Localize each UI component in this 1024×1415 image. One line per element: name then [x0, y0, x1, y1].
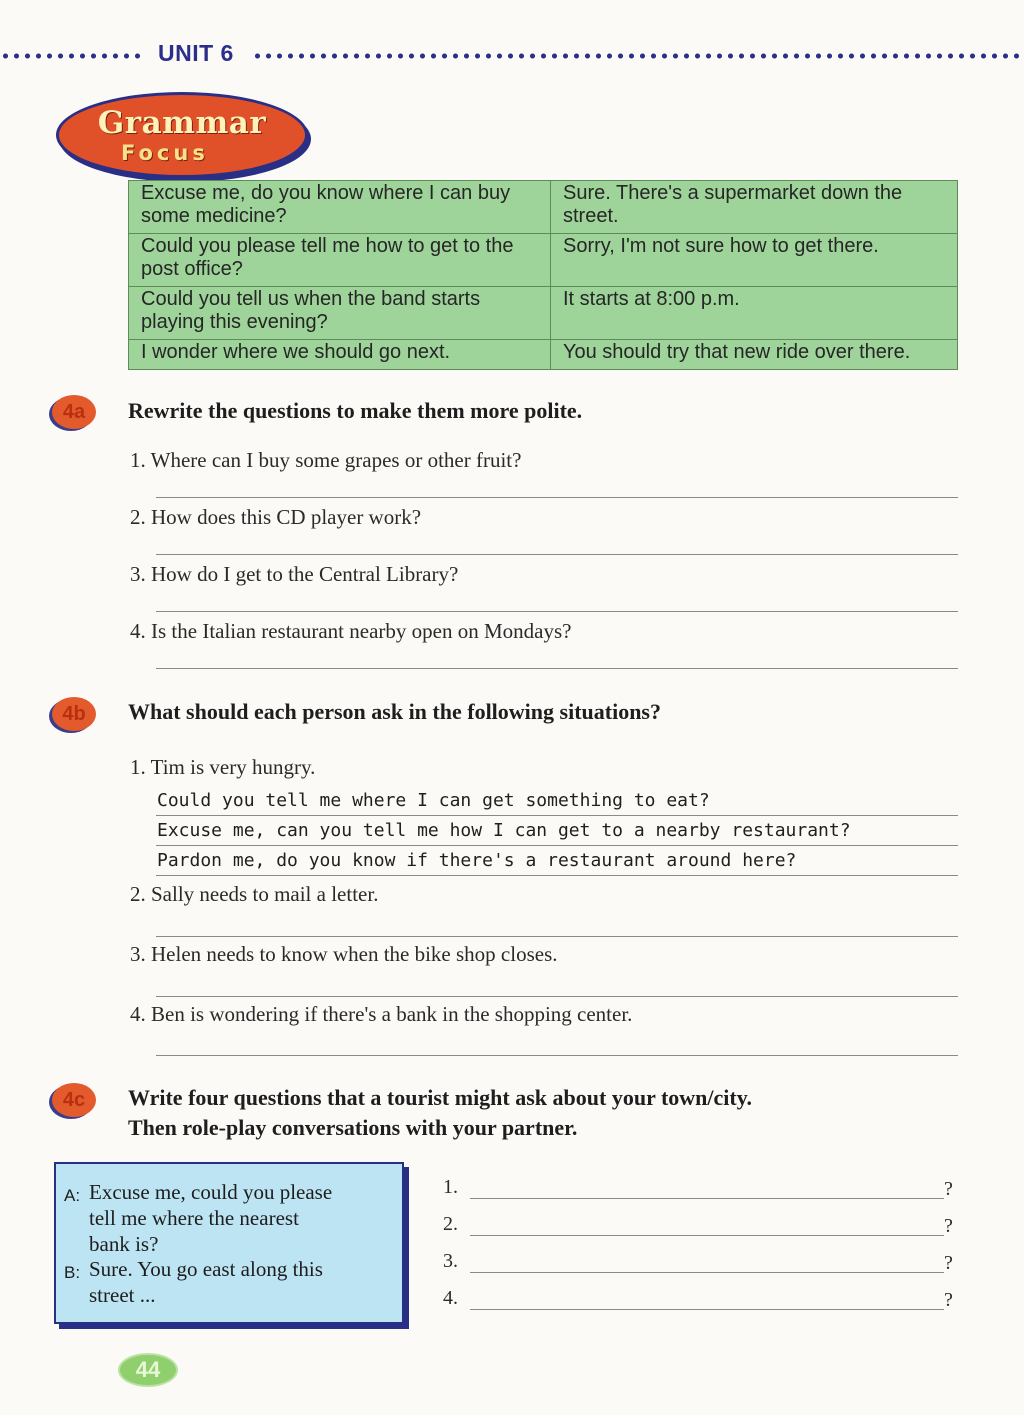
list-item: 3. Helen needs to know when the bike shop closes.: [130, 942, 558, 966]
blank-number: 3.: [443, 1250, 458, 1272]
table-cell: It starts at 8:00 p.m.: [551, 287, 958, 340]
dialogue-box: [54, 1162, 404, 1324]
answer-line[interactable]: [156, 668, 958, 669]
table-cell: Excuse me, do you know where I can buy some medicine?: [129, 181, 551, 234]
table-row: [129, 287, 958, 340]
header-dots-right: [252, 52, 1024, 60]
table-row: [129, 234, 958, 287]
question-blank[interactable]: [470, 1235, 944, 1236]
question-mark: ?: [944, 1178, 953, 1200]
answer-line[interactable]: [156, 845, 958, 846]
answer-line[interactable]: [156, 1055, 958, 1056]
answer-line[interactable]: [156, 611, 958, 612]
blank-number: 1.: [443, 1176, 458, 1198]
speaker-a-label: A:: [64, 1186, 81, 1205]
question-blank[interactable]: [470, 1272, 944, 1273]
speaker-b-label: B:: [64, 1263, 81, 1282]
list-item: 2. How does this CD player work?: [130, 505, 422, 529]
table-row: [129, 181, 958, 234]
section-heading-4a: Rewrite the questions to make them more polite.: [128, 398, 583, 423]
unit-label: UNIT 6: [158, 40, 234, 66]
answer-line[interactable]: [156, 497, 958, 498]
list-item: 4. Is the Italian restaurant nearby open on Mondays?: [130, 619, 572, 643]
question-mark: ?: [944, 1289, 953, 1311]
question-blank[interactable]: [470, 1198, 944, 1199]
list-item: 1. Where can I buy some grapes or other fruit?: [130, 448, 522, 472]
answer-line[interactable]: [156, 996, 958, 997]
header-dots-left: [0, 52, 140, 60]
badge-title: Grammar: [97, 105, 267, 141]
answer-line[interactable]: [156, 936, 958, 937]
blank-number: 4.: [443, 1287, 458, 1309]
sample-answer: Pardon me, do you know if there's a restaurant around here?: [157, 850, 797, 871]
table-cell: Could you tell us when the band starts playing this evening?: [129, 287, 551, 340]
table-cell: I wonder where we should go next.: [129, 340, 551, 370]
table-cell: You should try that new ride over there.: [551, 340, 958, 370]
section-heading-4b: What should each person ask in the following situations?: [128, 699, 661, 724]
page-number: 44: [120, 1355, 176, 1385]
question-mark: ?: [944, 1252, 953, 1274]
section-heading-4c-line1: Write four questions that a tourist might ask about your town/city.: [128, 1085, 752, 1110]
sample-answer: Excuse me, can you tell me how I can get to a nearby restaurant?: [157, 820, 851, 841]
section-badge-4b: 4b: [52, 697, 96, 731]
list-item: 4. Ben is wondering if there's a bank in the shopping center.: [130, 1002, 633, 1026]
dialogue-line: bank is?: [89, 1232, 159, 1256]
section-heading-4c-line2: Then role-play conversations with your partner.: [128, 1115, 578, 1140]
dialogue-line: Sure. You go east along this: [89, 1257, 323, 1281]
blank-number: 2.: [443, 1213, 458, 1235]
question-mark: ?: [944, 1215, 953, 1237]
dialogue-line: street ...: [89, 1283, 156, 1307]
dialogue-line: Excuse me, could you please: [89, 1180, 333, 1204]
section-badge-4c: 4c: [52, 1083, 96, 1117]
sample-answer: Could you tell me where I can get something to eat?: [157, 790, 710, 811]
list-item: 1. Tim is very hungry.: [130, 755, 316, 779]
grammar-focus-badge: [56, 92, 308, 178]
answer-line[interactable]: [156, 554, 958, 555]
dialogue-line: tell me where the nearest: [89, 1206, 299, 1230]
section-badge-4a: 4a: [52, 395, 96, 429]
table-cell: Sorry, I'm not sure how to get there.: [551, 234, 958, 287]
table-cell: Sure. There's a supermarket down the street.: [551, 181, 958, 234]
answer-line[interactable]: [156, 815, 958, 816]
badge-subtitle: Focus: [121, 141, 209, 165]
table-cell: Could you please tell me how to get to the post office?: [129, 234, 551, 287]
answer-line[interactable]: [156, 875, 958, 876]
question-blank[interactable]: [470, 1309, 944, 1310]
table-row: [129, 340, 958, 370]
list-item: 3. How do I get to the Central Library?: [130, 562, 459, 586]
list-item: 2. Sally needs to mail a letter.: [130, 882, 379, 906]
grammar-table: [128, 180, 958, 370]
